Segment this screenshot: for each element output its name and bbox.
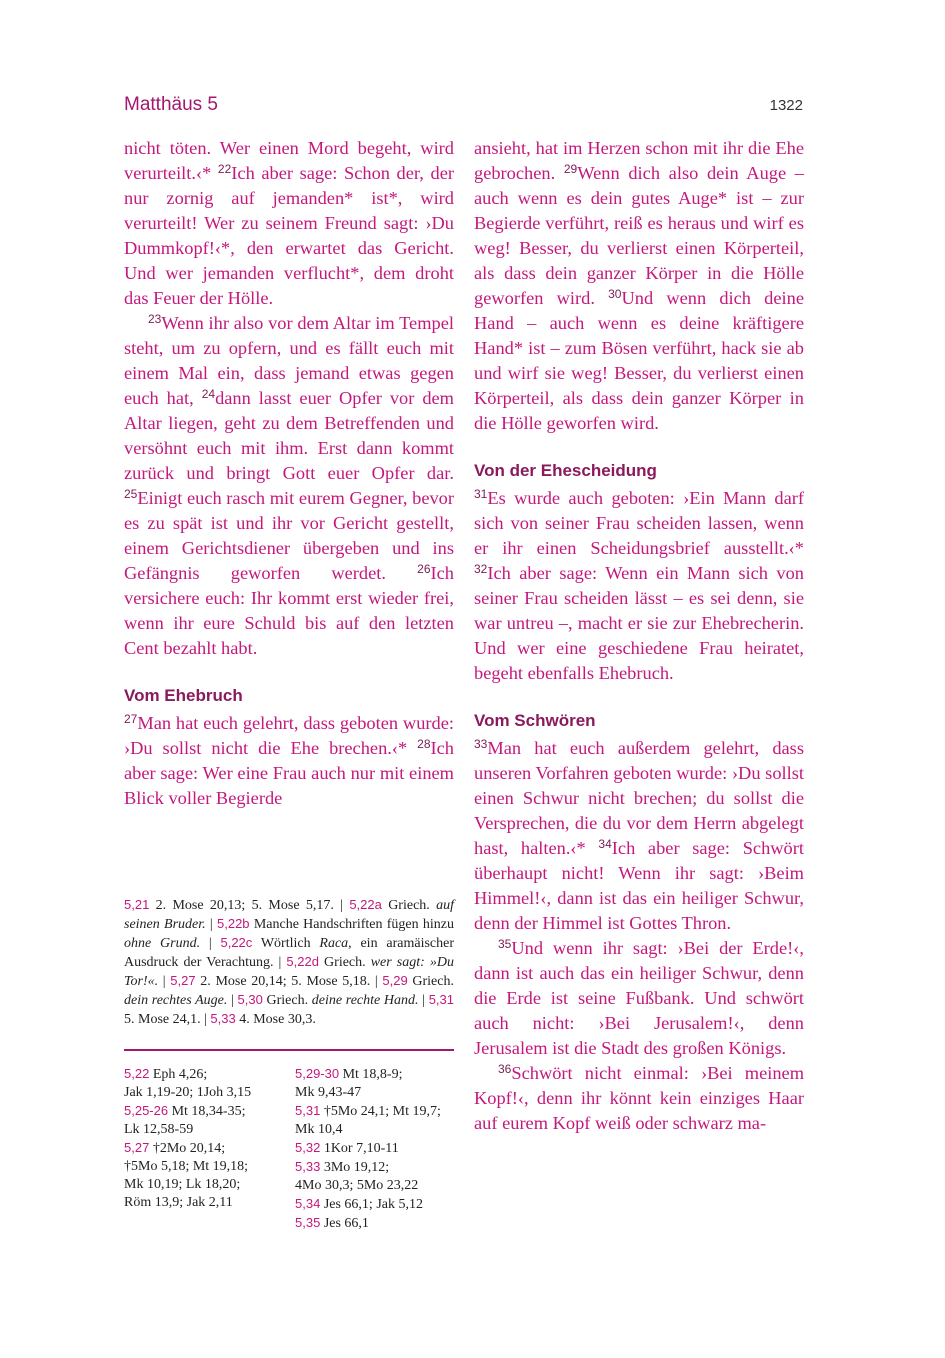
- cross-reference-line: Mk 10,19; Lk 18,20;: [124, 1177, 241, 1192]
- verse-reference: 5,25-26: [124, 1103, 169, 1118]
- running-head: [124, 94, 803, 116]
- verse-number: 29: [563, 162, 578, 176]
- paragraph: ansieht, hat im Herzen schon mit ihr die Ehe gebrochen. $^{29}$Wenn dich also dein Auge – auch wenn es dein gutes Auge* ist – zur Begierde verführt, reiß es heraus und wirf es weg! Besser, du verlierst einen Körperteil, als dass dein ganzer Körper in die Hölle geworfen wird. $^{30}$Und wenn dich deine Hand – auch wenn es deine kräftigere Hand* ist – zum Bösen verführt, hack sie ab und wirf sie weg! Besser, du verlierst einen Körperteil, als dass dein ganzer Körper in die Hölle geworfen wird.: [474, 138, 805, 433]
- cross-reference-line: 4Mo 30,3; 5Mo 23,22: [295, 1178, 419, 1193]
- verse-reference: 5,22c: [220, 935, 253, 950]
- verse-number: 30: [608, 287, 622, 301]
- paragraph: $^{31}$Es wurde auch geboten: ›Ein Mann darf sich von seiner Frau scheiden lassen, wenn er ihr einen Scheidungsbrief ausstellt.‹* $^{32}$Ich aber sage: Wenn ein Mann sich von seiner Frau scheiden lässt – es sei denn, sie war untreu –, macht er sie zur Ehebrecherin. Und wer eine geschiedene Frau heiratet, begeht ebenfalls Ehebruch.: [474, 487, 804, 683]
- right-column: [474, 136, 804, 1136]
- verse-reference: 5,27: [170, 973, 196, 988]
- cross-reference-line: 5,27 †2Mo 20,14;: [124, 1140, 226, 1156]
- verse-reference: 5,31: [295, 1103, 321, 1118]
- book-chapter-title: Matthäus 5: [124, 94, 218, 115]
- cross-references-left: [124, 1065, 284, 1212]
- verse-number: 22: [217, 162, 232, 176]
- footnote-divider: [124, 1049, 454, 1051]
- cross-reference-line: 5,32 1Kor 7,10-11: [295, 1140, 399, 1156]
- verse-number: 31: [474, 487, 488, 501]
- verse-number: 36: [498, 1062, 512, 1076]
- page-number: 1322: [769, 97, 803, 114]
- verse-reference: 5,22: [124, 1066, 150, 1081]
- verse-reference: 5,35: [295, 1215, 321, 1230]
- verse-number: 27: [124, 712, 138, 726]
- verse-number: 34: [598, 837, 612, 851]
- cross-reference-line: 5,29-30 Mt 18,8-9;: [295, 1066, 403, 1082]
- verse-reference: 5,22b: [217, 916, 250, 931]
- verse-number: 35: [498, 937, 512, 951]
- verse-reference: 5,33: [210, 1011, 236, 1026]
- verse-number: 32: [474, 562, 488, 576]
- verse-number: 33: [474, 737, 488, 751]
- cross-reference-line: 5,33 3Mo 19,12;: [295, 1159, 390, 1175]
- cross-reference-line: Mk 9,43-47: [295, 1085, 362, 1100]
- verse-number: 28: [417, 737, 431, 751]
- paragraph: $^{35}$Und wenn ihr sagt: ›Bei der Erde!‹, dann ist auch das ein heiliger Schwur, denn die Erde ist seine Fußbank. Und schwört auch nicht: ›Bei Jerusalem!‹, denn Jerusalem ist die Stadt des großen Königs.: [474, 937, 804, 1058]
- verse-number: 24: [201, 387, 216, 401]
- paragraph: nicht töten. Wer einen Mord begeht, wird verurteilt.‹* $^{22}$Ich aber sage: Schon der, der nur zornig auf jemanden* ist*, wird verurteilt! Wer zu seinem Freund sagt: ›Du Dummkopf!‹*, den erwartet das Gericht. Und wer jemanden verflucht*, dem droht das Feuer der Hölle.: [124, 138, 454, 308]
- cross-reference-line: 5,22 Eph 4,26;: [124, 1066, 208, 1082]
- italic-text: Raca: [319, 936, 349, 951]
- cross-reference-line: 5,35 Jes 66,1: [295, 1215, 369, 1231]
- verse-reference: 5,34: [295, 1196, 321, 1211]
- verse-reference: 5,29: [382, 973, 408, 988]
- italic-text: ohne Grund.: [124, 936, 201, 951]
- paragraph: $^{36}$Schwört nicht einmal: ›Bei meinem Kopf!‹, denn ihr könnt kein einziges Haar auf eurem Kopf weiß oder schwarz ma-: [474, 1062, 804, 1133]
- cross-reference-line: 5,34 Jes 66,1; Jak 5,12: [295, 1196, 423, 1212]
- verse-number: 23: [148, 312, 162, 326]
- section-heading: Vom Ehebruch: [124, 686, 243, 705]
- paragraph: $^{27}$Man hat euch gelehrt, dass geboten wurde: ›Du sollst nicht die Ehe brechen.‹* $^{28}$Ich aber sage: Wer eine Frau auch nur mit einem Blick voller Begierde: [124, 712, 454, 808]
- section-heading: Von der Ehescheidung: [474, 461, 657, 480]
- cross-references-right: [295, 1065, 455, 1233]
- verse-reference: 5,22d: [286, 954, 319, 969]
- verse-reference: 5,31: [428, 992, 454, 1007]
- verse-reference: 5,21: [124, 897, 150, 912]
- verse-number: 25: [124, 487, 138, 501]
- italic-text: dein rechtes Auge.: [124, 993, 228, 1008]
- verse-reference: 5,32: [295, 1140, 321, 1155]
- italic-text: auf seinen Bruder.: [124, 898, 455, 932]
- italic-text: wer sagt: »Du Tor!«.: [124, 955, 454, 989]
- verse-reference: 5,33: [295, 1159, 321, 1174]
- verse-number: 26: [417, 562, 431, 576]
- verse-reference: 5,29-30: [295, 1066, 340, 1081]
- left-column: [124, 136, 454, 811]
- verse-reference: 5,27: [124, 1140, 150, 1155]
- cross-reference-line: Röm 13,9; Jak 2,11: [124, 1195, 233, 1210]
- cross-reference-line: 5,25-26 Mt 18,34-35;: [124, 1103, 246, 1119]
- cross-reference-line: †5Mo 5,18; Mt 19,18;: [124, 1159, 249, 1174]
- section-heading: Vom Schwören: [474, 711, 596, 730]
- cross-reference-line: Lk 12,58-59: [124, 1122, 194, 1137]
- italic-text: deine rechte Hand.: [311, 993, 419, 1008]
- verse-reference: 5,30: [237, 992, 263, 1007]
- cross-reference-line: Jak 1,19-20; 1Joh 3,15: [124, 1085, 252, 1100]
- footnotes: 5,21 2. Mose 20,13; 5. Mose 5,17. | 5,22a Griech. auf seinen Bruder. | 5,22b Manche Handschriften fügen hinzu ohne Grund. | 5,22c Wörtlich Raca, ein aramäischer Ausdruck der Verachtung. | 5,22d Griech. wer sagt: »Du Tor!«. | 5,27 2. Mose 20,14; 5. Mose 5,18. | 5,29 Griech. dein rechtes Auge. | 5,30 Griech. deine rechte Hand. | 5,31 5. Mose 24,1. | 5,33 4. Mose 30,3.: [124, 897, 455, 1027]
- cross-reference-line: 5,31 †5Mo 24,1; Mt 19,7;: [295, 1103, 441, 1119]
- paragraph: $^{23}$Wenn ihr also vor dem Altar im Tempel steht, um zu opfern, und es fällt euch mit einem Mal ein, dass jemand etwas gegen euch hat, $^{24}$dann lasst euer Opfer vor dem Altar liegen, geht zu dem Betreffenden und versöhnt euch mit ihm. Erst dann kommt zurück und bringt Gott euer Opfer dar. $^{25}$Einigt euch rasch mit eurem Gegner, bevor es zu spät ist und ihr vor Gericht gestellt, einem Gerichtsdiener übergeben und ins Gefängnis geworfen werdet. $^{26}$Ich versichere euch: Ihr kommt erst wieder frei, wenn ihr eure Schuld bis auf den letzten Cent bezahlt habt.: [124, 312, 454, 658]
- verse-reference: 5,22a: [349, 897, 382, 912]
- cross-reference-line: Mk 10,4: [295, 1122, 343, 1137]
- paragraph: $^{33}$Man hat euch außerdem gelehrt, dass unseren Vorfahren geboten wurde: ›Du sollst einen Schwur nicht brechen; du sollst die Versprechen, die du vor dem Herrn abgelegt hast, halten.‹* $^{34}$Ich aber sage: Schwört überhaupt nicht! Wenn ihr sagt: ›Beim Himmel!‹, dann ist das ein heiliger Schwur, denn der Himmel ist Gottes Thron.: [474, 737, 804, 933]
